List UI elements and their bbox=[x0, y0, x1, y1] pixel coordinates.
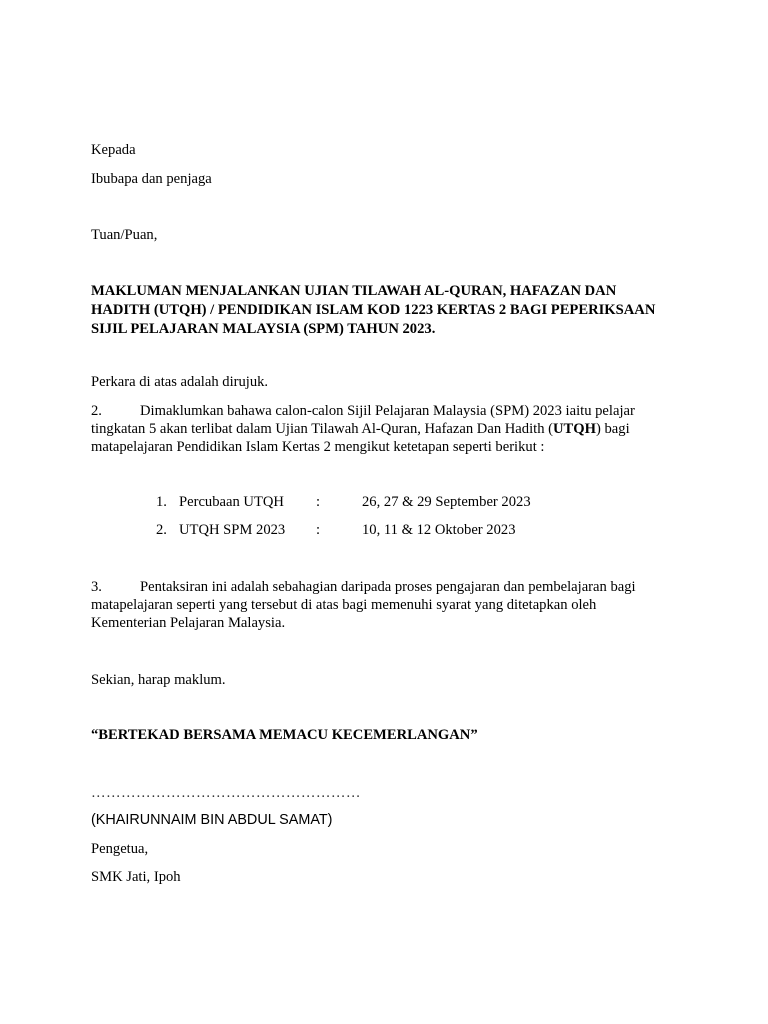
schedule-item-2-dates: 10, 11 & 12 Oktober 2023 bbox=[362, 522, 516, 538]
paragraph-2-line-1: Dimaklumkan bahawa calon-calon Sijil Pelajaran Malaysia (SPM) 2023 iaitu pelajar bbox=[140, 403, 635, 419]
schedule-item-2-separator: : bbox=[316, 522, 321, 538]
signature-dotted-line: ……………………………………………… bbox=[91, 785, 361, 801]
subject-line-1: MAKLUMAN MENJALANKAN UJIAN TILAWAH AL-QURAN, HAFAZAN DAN bbox=[91, 283, 617, 299]
motto: “BERTEKAD BERSAMA MEMACU KECEMERLANGAN” bbox=[91, 727, 478, 743]
recipient-line-2: Ibubapa dan penjaga bbox=[91, 171, 212, 187]
schedule-item-1-separator: : bbox=[316, 494, 321, 510]
salutation: Tuan/Puan, bbox=[91, 227, 158, 243]
schedule-item-1-name: Percubaan UTQH bbox=[179, 494, 284, 510]
signatory-position: Pengetua, bbox=[91, 841, 149, 857]
paragraph-3-line-1: Pentaksiran ini adalah sebahagian daripada proses pengajaran dan pembelajaran bagi bbox=[140, 579, 636, 595]
schedule-item-1-dates: 26, 27 & 29 September 2023 bbox=[362, 494, 531, 510]
recipient-line-1: Kepada bbox=[91, 142, 136, 158]
paragraph-2-line-3: matapelajaran Pendidikan Islam Kertas 2 mengikut ketetapan seperti berikut : bbox=[91, 439, 545, 455]
paragraph-3-line-2: matapelajaran seperti yang tersebut di atas bagi memenuhi syarat yang ditetapkan oleh bbox=[91, 597, 597, 613]
paragraph-2-line-2-pre: tingkatan 5 akan terlibat dalam Ujian Tilawah Al-Quran, Hafazan Dan Hadith ( bbox=[91, 421, 553, 437]
schedule-item-2-number: 2. bbox=[156, 522, 167, 538]
school-name: SMK Jati, Ipoh bbox=[91, 869, 181, 885]
paragraph-3-number: 3. bbox=[91, 579, 102, 595]
schedule-item-2-name: UTQH SPM 2023 bbox=[179, 522, 286, 538]
paragraph-2 bbox=[91, 402, 681, 456]
paragraph-2-line-2-post: ) bagi bbox=[595, 421, 630, 437]
paragraph-3-line-3: Kementerian Pelajaran Malaysia. bbox=[91, 615, 286, 631]
signatory-name: (KHAIRUNNAIM BIN ABDUL SAMAT) bbox=[91, 812, 333, 828]
subject-heading bbox=[91, 282, 691, 339]
paragraph-2-number: 2. bbox=[91, 403, 102, 419]
paragraph-2-utqh-bold: UTQH bbox=[553, 421, 596, 437]
subject-line-3: SIJIL PELAJARAN MALAYSIA (SPM) TAHUN 2023. bbox=[91, 321, 436, 337]
reference-text: Perkara di atas adalah dirujuk. bbox=[91, 374, 269, 390]
subject-line-2: HADITH (UTQH) / PENDIDIKAN ISLAM KOD 1223 KERTAS 2 BAGI PEPERIKSAAN bbox=[91, 302, 656, 318]
paragraph-3 bbox=[91, 578, 681, 632]
closing-text: Sekian, harap maklum. bbox=[91, 672, 226, 688]
schedule-item-1-number: 1. bbox=[156, 494, 167, 510]
